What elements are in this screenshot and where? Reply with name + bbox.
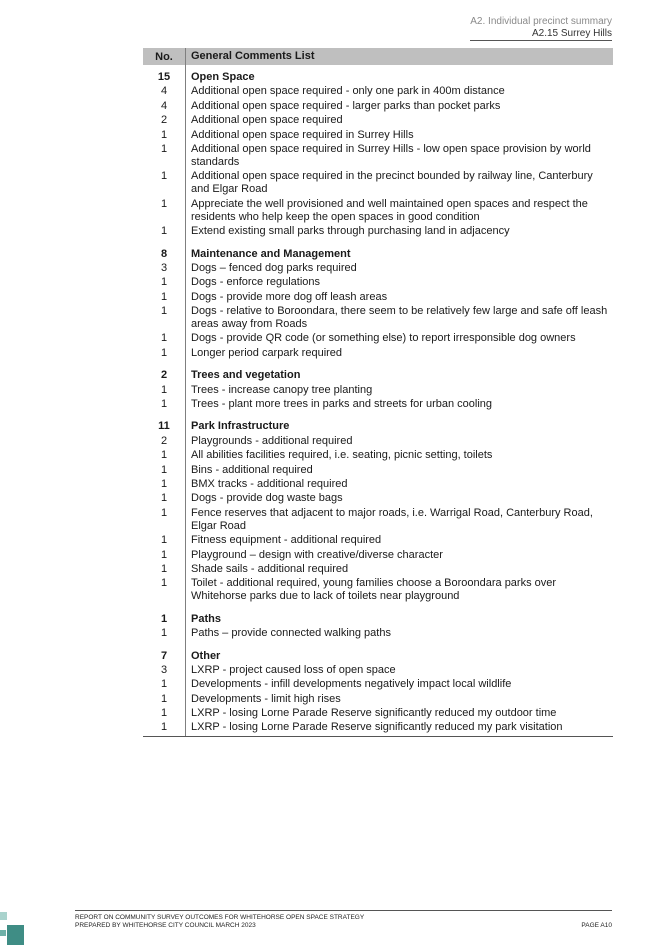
table-row <box>143 276 613 289</box>
group-title-row <box>143 71 613 84</box>
footer-report-title: REPORT ON COMMUNITY SURVEY OUTCOMES FOR WHITEHORSE OPEN SPACE STRATEGY <box>75 914 365 921</box>
comment-text: Dogs - provide dog waste bags <box>191 492 343 505</box>
table-row <box>143 664 613 677</box>
comment-text: Shade sails - additional required <box>191 562 349 575</box>
table-row <box>143 129 613 142</box>
table-row <box>143 678 613 691</box>
comment-text: Fitness equipment - additional required <box>191 534 382 547</box>
group-title-row <box>143 613 613 626</box>
header-divider <box>470 40 612 41</box>
table-row <box>143 114 613 127</box>
comment-count: 1 <box>160 678 168 691</box>
comment-text: Paths – provide connected walking paths <box>191 627 391 640</box>
comment-text: Fence reserves that adjacent to major roads, i.e. Warrigal Road, Canterbury Road, Elgar Road <box>191 506 593 532</box>
comment-text: LXRP - losing Lorne Parade Reserve significantly reduced my park visitation <box>191 721 563 734</box>
table-row <box>143 693 613 706</box>
footer-divider <box>75 910 612 911</box>
comment-text: Appreciate the well provisioned and well maintained open spaces and respect the residents who help keep the open spaces in good condition <box>191 197 588 223</box>
brand-square-dark <box>7 925 24 945</box>
table-row <box>143 225 613 238</box>
comment-count: 1 <box>160 627 168 640</box>
table-row <box>143 198 613 224</box>
comments-table <box>143 48 613 737</box>
group-title: Maintenance and Management <box>191 247 351 260</box>
table-row <box>143 262 613 275</box>
table-row <box>143 627 613 640</box>
comment-count: 1 <box>160 721 168 734</box>
comment-count: 1 <box>160 562 168 575</box>
comment-count: 1 <box>160 197 168 210</box>
comment-count: 1 <box>160 383 168 396</box>
comment-count: 1 <box>160 577 168 590</box>
footer-prepared-by: PREPARED BY WHITEHORSE CITY COUNCIL MARCH 2023 <box>75 922 256 929</box>
comment-text: Additional open space required - only one park in 400m distance <box>191 85 505 98</box>
table-row <box>143 85 613 98</box>
comment-count: 1 <box>160 534 168 547</box>
group-title: Other <box>191 649 221 662</box>
comment-count: 4 <box>160 99 168 112</box>
column-header-comments: General Comments List <box>185 48 613 65</box>
table-row <box>143 577 613 603</box>
group-count: 7 <box>160 649 168 662</box>
table-row <box>143 549 613 562</box>
comment-group <box>143 240 613 360</box>
section-header: A2. Individual precinct summary <box>470 16 612 27</box>
comment-text: Dogs – fenced dog parks required <box>191 261 357 274</box>
page-number: PAGE A10 <box>581 922 612 929</box>
group-title: Park Infrastructure <box>191 420 290 433</box>
table-row <box>143 435 613 448</box>
comment-text: Longer period carpark required <box>191 346 343 359</box>
comment-text: Dogs - provide QR code (or something else) to report irresponsible dog owners <box>191 332 576 345</box>
comment-count: 1 <box>160 463 168 476</box>
comment-text: LXRP - losing Lorne Parade Reserve significantly reduced my outdoor time <box>191 707 557 720</box>
comment-count: 1 <box>160 707 168 720</box>
comment-count: 1 <box>160 692 168 705</box>
table-row <box>143 347 613 360</box>
group-title: Trees and vegetation <box>191 369 301 382</box>
comment-text: Dogs - provide more dog off leash areas <box>191 290 388 303</box>
subsection-header: A2.15 Surrey Hills <box>531 28 612 39</box>
comment-count: 2 <box>160 114 168 127</box>
comment-text: Toilet - additional required, young families choose a Boroondara parks over Whitehorse parks due to lack of toilets near playground <box>191 577 557 603</box>
comment-text: Playgrounds - additional required <box>191 434 353 447</box>
group-title: Open Space <box>191 71 255 83</box>
group-title-row <box>143 650 613 663</box>
comment-count: 1 <box>160 506 168 519</box>
table-row <box>143 492 613 505</box>
table-row <box>143 721 613 734</box>
group-title: Paths <box>191 612 221 625</box>
comment-text: Extend existing small parks through purchasing land in adjacency <box>191 225 510 238</box>
group-count: 2 <box>160 369 168 382</box>
comment-count: 1 <box>160 548 168 561</box>
brand-square-light <box>0 912 7 920</box>
comment-text: Bins - additional required <box>191 463 313 476</box>
comment-text: Developments - infill developments negatively impact local wildlife <box>191 678 512 691</box>
comment-text: Playground – design with creative/diverse character <box>191 548 443 561</box>
group-count: 15 <box>157 71 171 83</box>
comment-count: 1 <box>160 276 168 289</box>
comment-count: 1 <box>160 128 168 141</box>
comment-count: 1 <box>160 142 168 155</box>
comment-count: 1 <box>160 398 168 411</box>
table-row <box>143 507 613 533</box>
table-row <box>143 291 613 304</box>
comment-count: 4 <box>160 85 168 98</box>
table-row <box>143 100 613 113</box>
table-body <box>143 65 613 737</box>
comment-count: 1 <box>160 170 168 183</box>
table-row <box>143 305 613 331</box>
comment-text: Trees - plant more trees in parks and streets for urban cooling <box>191 398 493 411</box>
comment-text: All abilities facilities required, i.e. seating, picnic setting, toilets <box>191 449 493 462</box>
comment-count: 1 <box>160 225 168 238</box>
table-row <box>143 563 613 576</box>
table-row <box>143 398 613 411</box>
comment-group <box>143 605 613 640</box>
comment-group <box>143 65 613 238</box>
comment-text: Additional open space required in the precinct bounded by railway line, Canterbury and Elgar Road <box>191 170 593 196</box>
table-row <box>143 464 613 477</box>
comment-count: 1 <box>160 346 168 359</box>
comment-group <box>143 412 613 603</box>
comment-group <box>143 361 613 411</box>
comment-count: 1 <box>160 305 168 318</box>
comment-count: 3 <box>160 663 168 676</box>
group-count: 11 <box>158 420 170 433</box>
table-row <box>143 332 613 345</box>
table-row <box>143 143 613 169</box>
comment-text: BMX tracks - additional required <box>191 477 348 490</box>
comment-text: Additional open space required in Surrey Hills - low open space provision by world standards <box>191 142 591 168</box>
table-row <box>143 449 613 462</box>
group-title-row <box>143 248 613 261</box>
comment-text: Developments - limit high rises <box>191 692 341 705</box>
comment-count: 1 <box>160 449 168 462</box>
group-title-row <box>143 369 613 382</box>
comment-text: Dogs - relative to Boroondara, there seem to be relatively few large and safe off leash areas away from Roads <box>191 305 608 331</box>
comment-count: 3 <box>160 261 168 274</box>
comment-count: 1 <box>160 492 168 505</box>
table-row <box>143 384 613 397</box>
comment-count: 1 <box>160 290 168 303</box>
group-title-row <box>143 420 613 433</box>
group-count: 8 <box>160 247 168 260</box>
comment-text: Dogs - enforce regulations <box>191 276 321 289</box>
comment-count: 1 <box>160 477 168 490</box>
comment-text: Trees - increase canopy tree planting <box>191 383 373 396</box>
comment-text: Additional open space required in Surrey Hills <box>191 128 414 141</box>
brand-square-mid <box>0 930 6 936</box>
comment-group <box>143 642 613 735</box>
table-row <box>143 707 613 720</box>
column-header-no: No. <box>155 50 173 63</box>
group-count: 1 <box>160 612 168 625</box>
table-row <box>143 170 613 196</box>
table-row <box>143 478 613 491</box>
table-header <box>143 48 613 65</box>
comment-text: LXRP - project caused loss of open space <box>191 663 396 676</box>
comment-count: 1 <box>160 332 168 345</box>
comment-text: Additional open space required - larger parks than pocket parks <box>191 99 501 112</box>
comment-count: 2 <box>160 434 168 447</box>
comment-text: Additional open space required <box>191 114 343 127</box>
table-row <box>143 534 613 547</box>
